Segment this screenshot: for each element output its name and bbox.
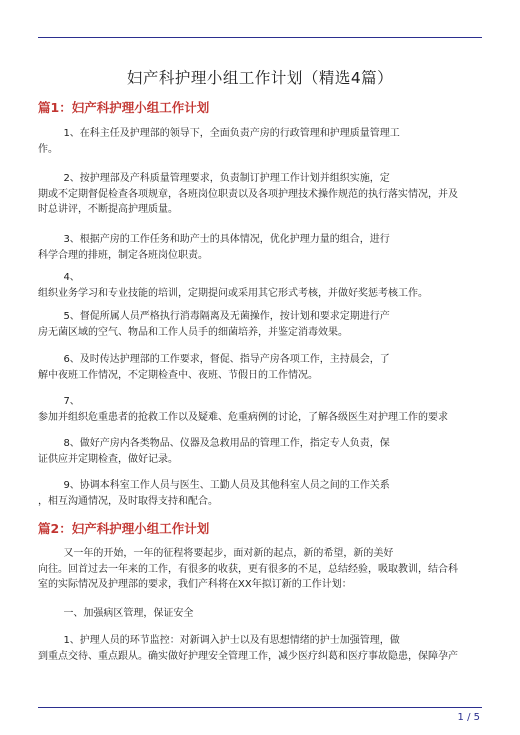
article-1-paragraph-9: 9、协调本科室工作人员与医生、工勤人员及其他科室人员之间的工作关系 ，相互沟通情况，及时取得支持和配合。: [38, 480, 390, 507]
article-1-paragraph-3: 3、根据产房的工作任务和助产士的具体情况，优化护理力量的组合，进行 科学合理的排班，制定各班岗位职责。: [38, 234, 390, 261]
article-1-paragraph-6: 6、及时传达护理部的工作要求，督促、指导产房各项工作，主持晨会，了 解中夜班工作情况，不定期检查中、夜班、节假日的工作情况。: [38, 354, 390, 381]
article-1-paragraph-2: 2、按护理部及产科质量管理要求，负责制订护理工作计划并组织实施，定 期或不定期督促检查各项规章，各班岗位职责以及各项护理技术操作规范的执行落实情况，并及 时总讲评，不断提高护理质量。: [38, 173, 458, 215]
article-1-paragraph-8: 8、做好产房内各类物品、仪器及急救用品的管理工作，指定专人负责，保 证供应并定期检查，做好记录。: [38, 438, 390, 465]
article-1-paragraph-5: 5、督促所属人员严格执行消毒隔离及无菌操作，按计划和要求定期进行产 房无菌区域的空气、物品和工作人员手的细菌培养，并鉴定消毒效果。: [38, 311, 390, 338]
page-number: 1 / 5: [457, 712, 480, 723]
article-1-paragraph-1: 1、在科主任及护理部的领导下，全面负责产房的行政管理和护理质量管理工 作。: [38, 128, 400, 155]
document-title: 妇产科护理小组工作计划（精选4篇）: [126, 69, 394, 87]
header-rule: [38, 37, 482, 38]
article-1-paragraph-7: 7、 参加并组织危重患者的抢救工作以及疑难、危重病例的讨论，了解各级医生对护理工作的要求: [38, 396, 448, 423]
article-2-paragraph-3: 1、护理人员的环节监控：对新调入护士以及有思想情绪的护士加强管理，做 到重点交待、重点跟从。确实做好护理安全管理工作，减少医疗纠葛和医疗事故隐患，保障孕产: [38, 635, 458, 662]
article-2-heading: 篇2：妇产科护理小组工作计划: [38, 521, 210, 536]
footer-rule: [38, 707, 482, 708]
article-1-heading: 篇1：妇产科护理小组工作计划: [38, 100, 210, 115]
article-2-paragraph-2: 一、加强病区管理，保证安全: [38, 608, 194, 619]
article-1-paragraph-4: 4、 组织业务学习和专业技能的培训，定期提问或采用其它形式考核，并做好奖惩考核工作。: [38, 272, 428, 299]
article-2-paragraph-1: 又一年的开始，一年的征程将要起步，面对新的起点，新的希望，新的美好 向往。回首过去一年来的工作，有很多的收获，更有很多的不足，总结经验，吸取教训，结合科 室的实际情况及护理部的要求，我们产科将在XX年拟订新的工作计划：: [38, 548, 458, 590]
